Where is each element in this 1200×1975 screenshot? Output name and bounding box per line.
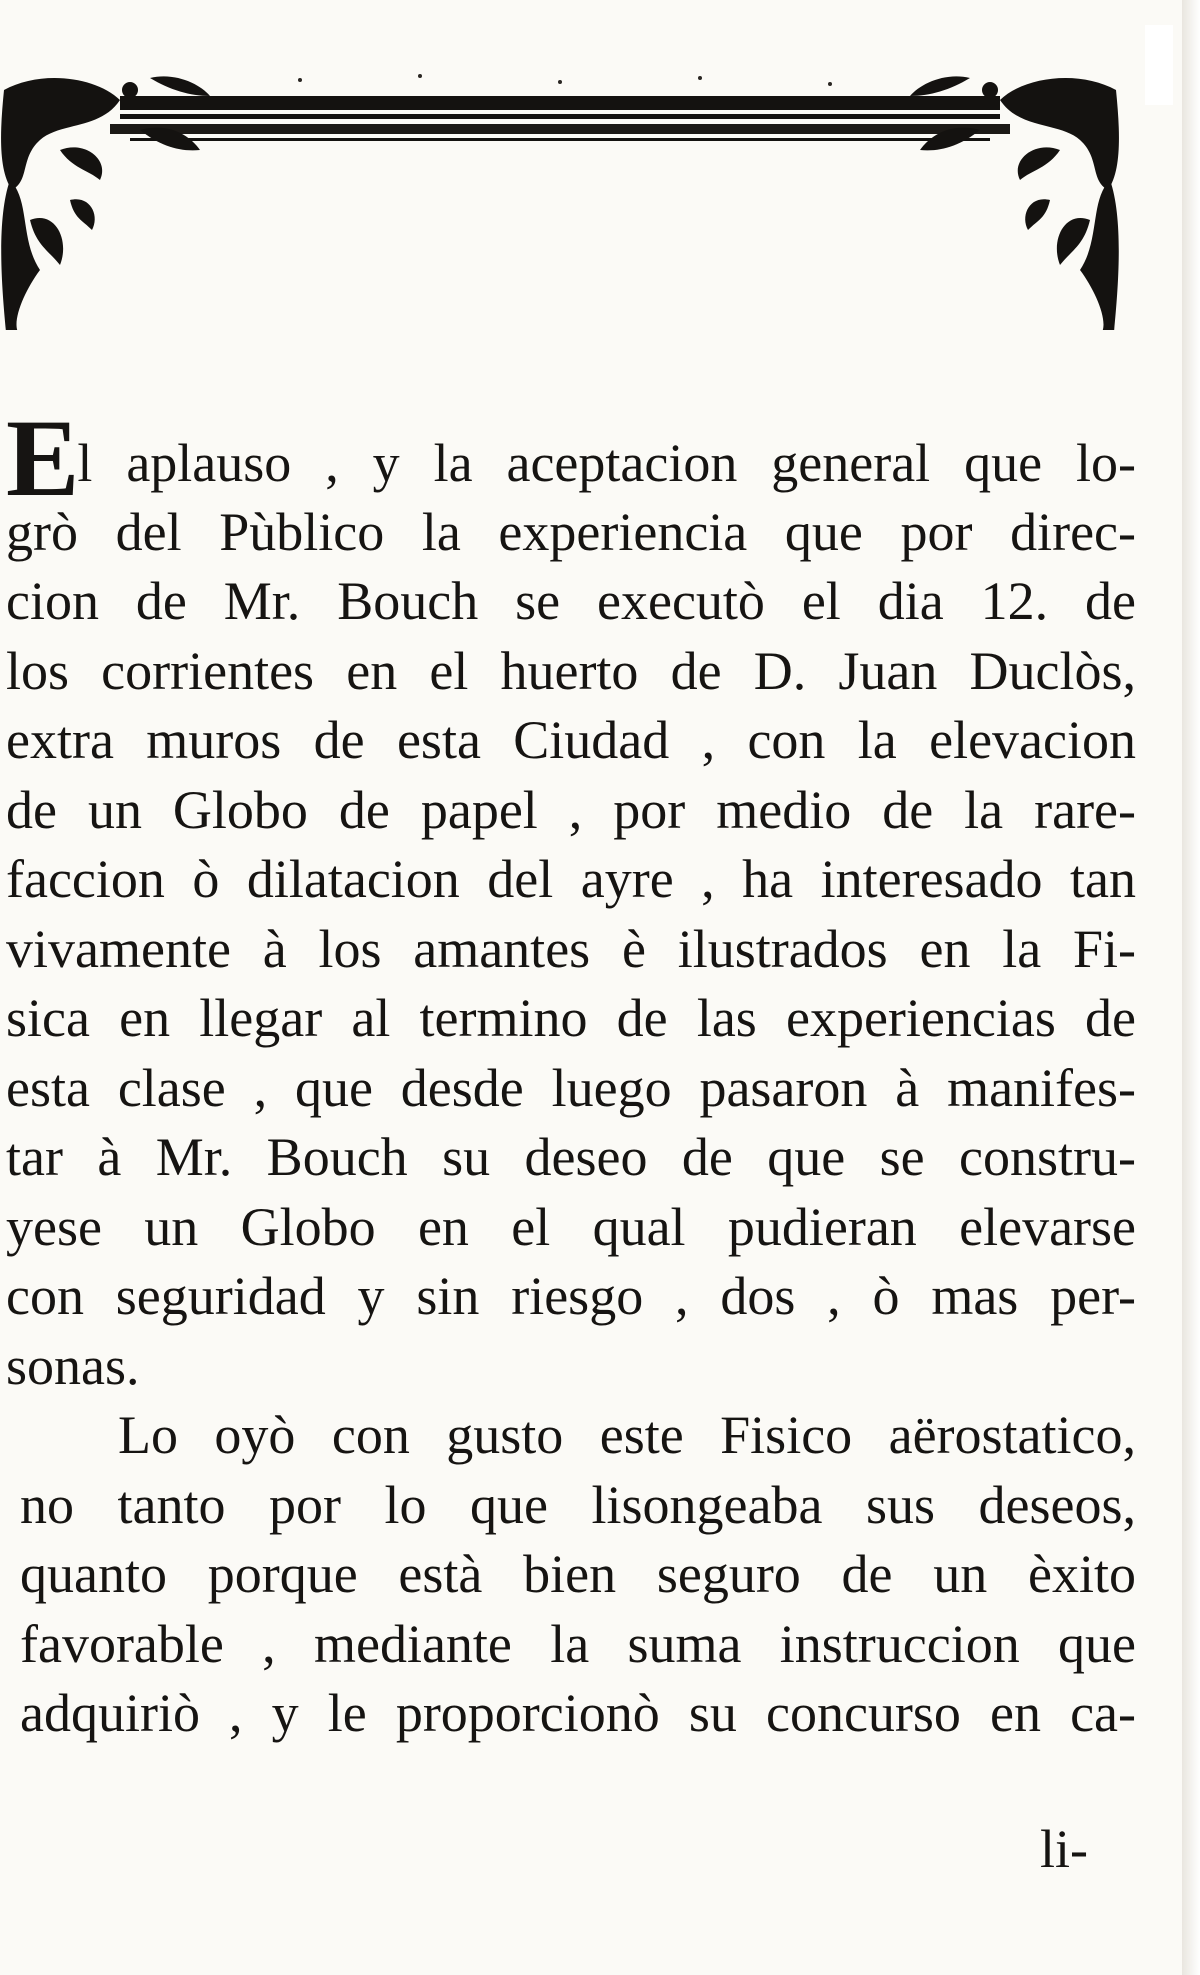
body-text xyxy=(6,397,1136,1749)
text-line: grò del Pùblico la experiencia que por direc- xyxy=(6,501,1136,562)
drop-cap: E xyxy=(6,397,80,519)
text-line: los corrientes en el huerto de D. Juan Duclòs, xyxy=(6,640,1136,701)
text-line: Lo oyò con gusto este Fisico aërostatico, xyxy=(118,1405,1136,1465)
text-line: sica en llegar al termino de las experiencias de xyxy=(6,988,1136,1048)
text-line: adquiriò , y le proporcionò su concurso en ca- xyxy=(20,1683,1136,1743)
text-line: extra muros de esta Ciudad , con la elevacion xyxy=(6,710,1136,770)
decorative-headpiece xyxy=(0,70,1120,330)
text-line: de un Globo de papel , por medio de la rare- xyxy=(6,779,1136,840)
text-line: esta clase , que desde luego pasaron à manifes- xyxy=(6,1057,1136,1118)
catchword: li- xyxy=(1040,1819,1088,1879)
text-line: cion de Mr. Bouch se executò el dia 12. de xyxy=(6,571,1136,631)
text-line: favorable , mediante la suma instruccion que xyxy=(20,1613,1136,1674)
text-line: faccion ò dilatacion del ayre , ha interesado tan xyxy=(6,849,1136,909)
page-edge xyxy=(1182,0,1200,1975)
scan-artifact xyxy=(1145,25,1173,105)
text-line: vivamente à los amantes è ilustrados en la Fi- xyxy=(6,918,1136,979)
text-line: con seguridad y sin riesgo , dos , ò mas per- xyxy=(6,1266,1136,1326)
text-line: El aplauso , y la aceptacion general que lo- xyxy=(6,397,1136,519)
text-line: sonas. xyxy=(6,1335,140,1396)
text-line: quanto porque està bien seguro de un èxito xyxy=(20,1544,1136,1604)
text-line: no tanto por lo que lisongeaba sus deseos, xyxy=(20,1474,1136,1535)
text-line: tar à Mr. Bouch su deseo de que se constru- xyxy=(6,1127,1136,1187)
text-line: yese un Globo en el qual pudieran elevarse xyxy=(6,1196,1136,1257)
